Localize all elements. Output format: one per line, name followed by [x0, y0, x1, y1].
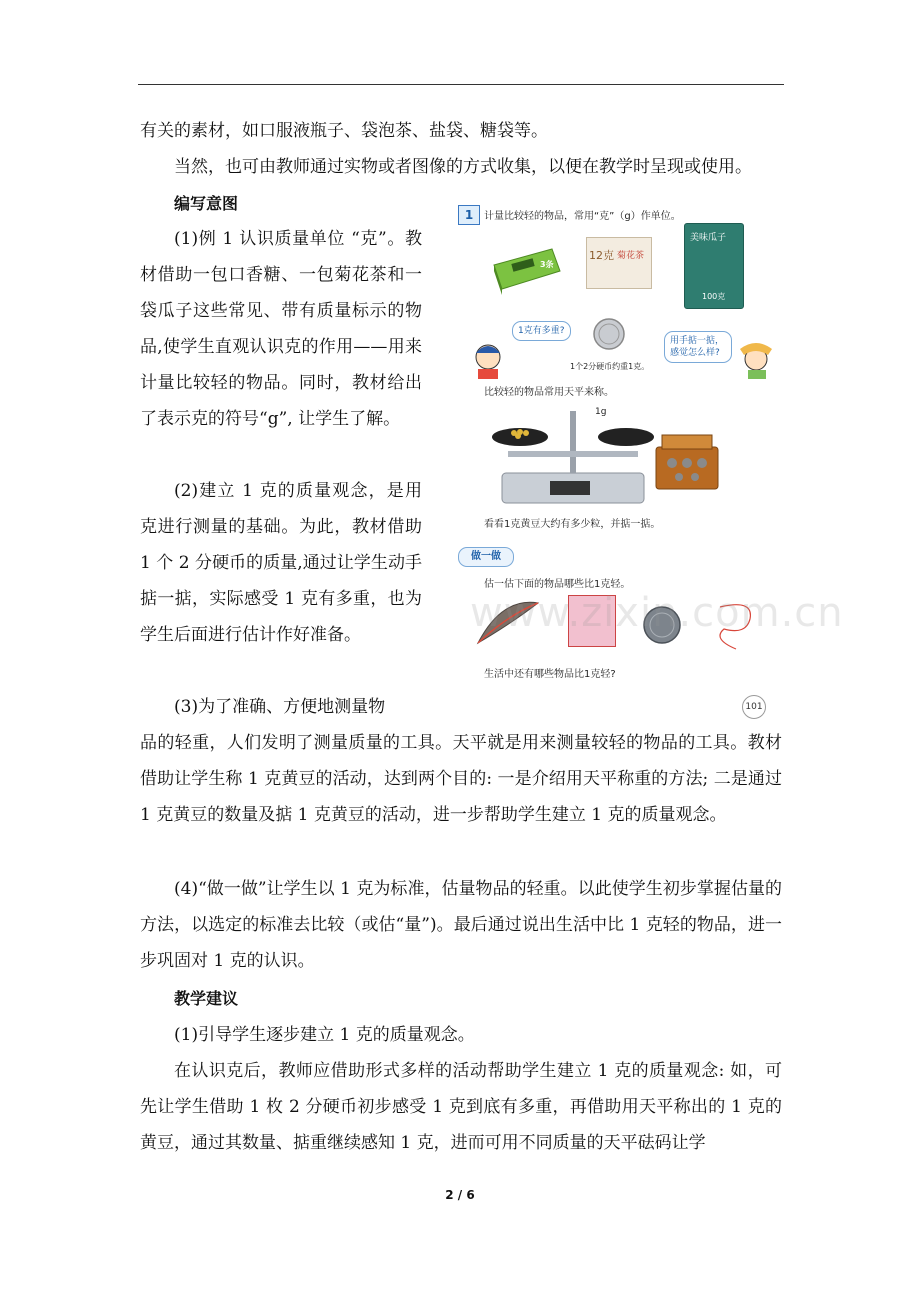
coin-image: [592, 317, 626, 351]
tea-bag-image: [586, 237, 652, 289]
practice-tab: 做一做: [458, 547, 514, 567]
practice-question: 生活中还有哪些物品比1克轻?: [484, 669, 616, 680]
beans-caption: 看看1克黄豆大约有多少粒，并掂一掂。: [484, 519, 661, 530]
paragraph: (4)“做一做”让学生以 1 克为标准，估量物品的轻重。以此使学生初步掌握估量的方法，以选定的标准去比较（或估“量”)。最后通过说出生活中比 1 克轻的物品，进一步巩固对 1 克的认识。: [140, 879, 782, 971]
weights-box-image: [652, 431, 724, 495]
paragraph: 品的轻重，人们发明了测量质量的工具。天平就是用来测量较轻的物品的工具。教材借助让学生称 1 克黄豆的活动，达到两个目的: 一是介绍用天平称重的方法; 二是通过 1 克黄豆的数量及掂 1 克黄豆的活动，进一步帮助学生建立 1 克的质量观念。: [140, 733, 782, 825]
paragraph: 当然，也可由教师通过实物或者图像的方式收集，以便在教学时呈现或使用。: [174, 157, 752, 177]
child-figure-icon: [466, 341, 510, 381]
figure-intro: 计量比较轻的物品，常用“克”（g）作单位。: [484, 211, 681, 222]
paragraph: (3)为了准确、方便地测量物: [174, 697, 386, 717]
speech-bubble: 1克有多重?: [512, 321, 571, 341]
watermark: www.zixin.com.cn: [470, 590, 844, 636]
textbook-figure: [452, 195, 782, 717]
speech-bubble: 用手掂一掂，感觉怎么样?: [664, 331, 732, 363]
seeds-weight: 100克: [702, 292, 726, 301]
book-page-number: 101: [742, 695, 766, 719]
gum-label: 3条: [540, 260, 554, 269]
coin-caption: 1个2分硬币约重1克。: [570, 362, 650, 371]
page-number: 2 / 6: [445, 1188, 475, 1202]
seeds-name: 美味瓜子: [690, 233, 727, 243]
paragraph: 有关的素材，如口服液瓶子、袋泡茶、盐袋、糖袋等。: [140, 121, 548, 141]
paragraph: 在认识克后，教师应借助形式多样的活动帮助学生建立 1 克的质量观念: 如，可先让学生借助 1 枚 2 分硬币初步感受 1 克到底有多重，再借助用天平称出的 1 克的黄豆，通过其数量、掂重继续感知 1 克，进而可用不同质量的天平砝码让学: [140, 1061, 782, 1153]
balance-scale-image: [488, 403, 658, 507]
paragraph: (1)引导学生逐步建立 1 克的质量观念。: [174, 1025, 475, 1045]
paragraph: (2)建立 1 克的质量观念，是用克进行测量的基础。为此，教材借助 1 个 2 分硬币的质量,通过让学生动手掂一掂，实际感受 1 克有多重，也为学生后面进行估计作好准备。: [140, 481, 422, 645]
balance-caption: 比较轻的物品常用天平来称。: [484, 387, 614, 398]
header-rule: [138, 84, 784, 85]
practice-intro: 估一估下面的物品哪些比1克轻。: [484, 579, 631, 590]
section-heading: 编写意图: [174, 194, 239, 213]
tea-weight: 12克: [589, 249, 614, 262]
section-heading: 教学建议: [174, 989, 239, 1008]
paragraph: (1)例 1 认识质量单位 “克”。教材借助一包口香糖、一包菊花茶和一袋瓜子这些常见、带有质量标示的物品,使学生直观认识克的作用——用来计量比较轻的物品。同时，教材给出了表示克的符号“g”, 让学生了解。: [140, 229, 422, 429]
example-number: 1: [458, 205, 480, 225]
tea-name: 菊花茶: [617, 251, 645, 261]
balance-tag: 1g: [595, 407, 607, 417]
child-figure-icon: [734, 341, 778, 381]
